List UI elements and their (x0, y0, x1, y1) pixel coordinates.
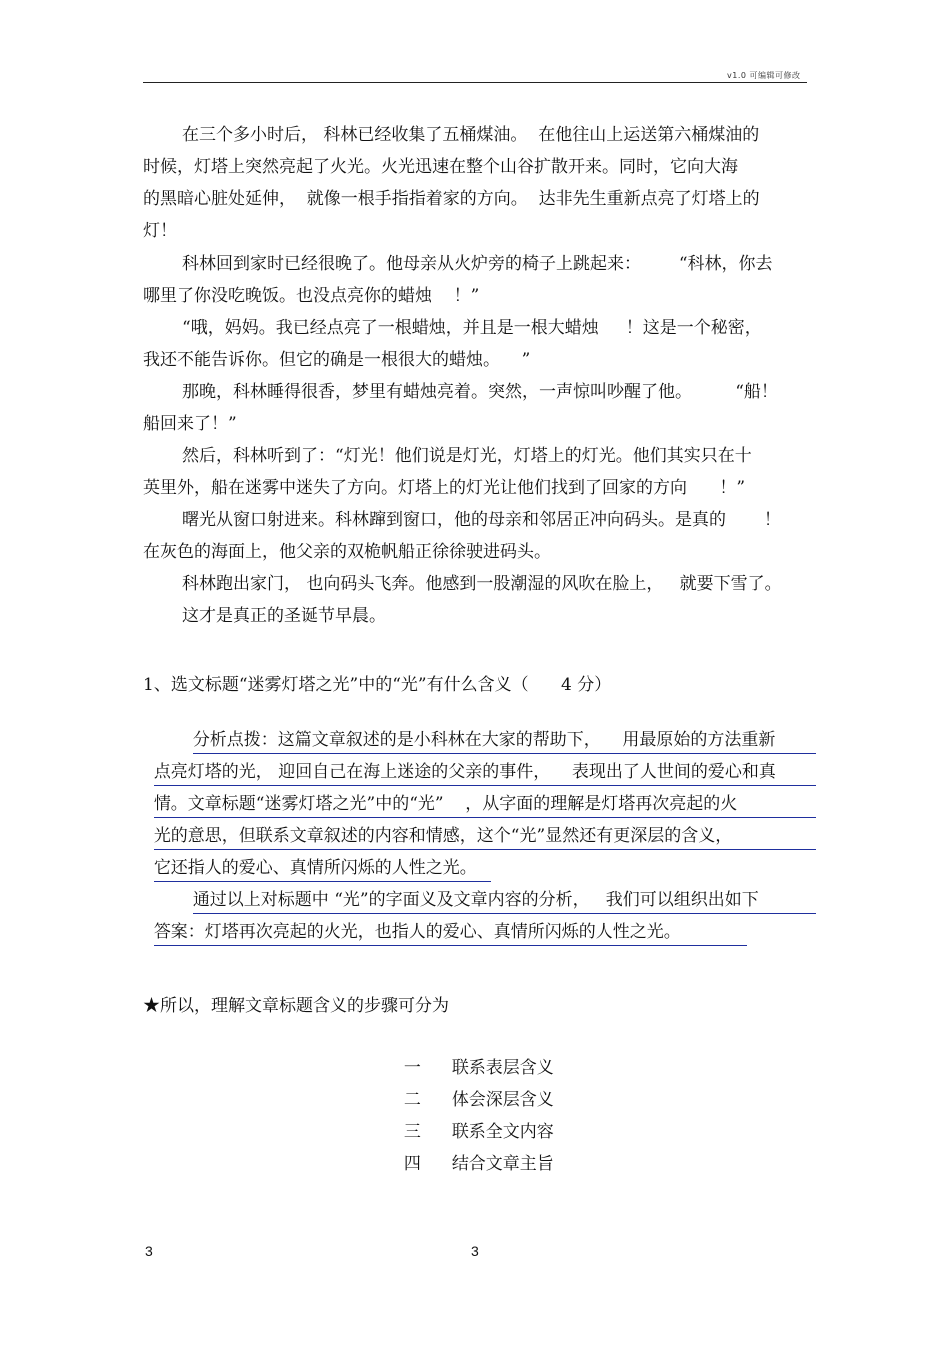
step-text: 联系全文内容 (451, 1122, 554, 1142)
analysis-text: 光的意思，但联系文章叙述的内容和情感，这个“光”显然还有更深层的含义， (154, 825, 816, 850)
story-line: 船回来了！” (143, 414, 237, 434)
analysis-text: 点亮灯塔的光， 迎回自己在海上迷途的父亲的事件， 表现出了人世间的爱心和真 (154, 761, 816, 786)
step-number: 三 (403, 1122, 421, 1142)
story-line: 那晚，科林睡得很香，梦里有蜡烛亮着。突然，一声惊叫吵醒了他。 “船！ (182, 382, 778, 402)
step-item (393, 1131, 554, 1175)
story-line: 然后，科林听到了：“灯光！他们说是灯光，灯塔上的灯光。他们其实只在十 (182, 446, 752, 466)
story-line: 英里外，船在迷雾中迷失了方向。灯塔上的灯光让他们找到了回家的方向 ！” (143, 478, 746, 498)
analysis-text: 分析点拨：这篇文章叙述的是小科林在大家的帮助下， 用最原始的方法重新 (193, 729, 816, 754)
page-number-center: 3 (471, 1243, 479, 1259)
story-line: “哦，妈妈。我已经点亮了一根蜡烛，并且是一根大蜡烛 ！这是一个秘密， (182, 318, 762, 338)
story-line: 曙光从窗口射进来。科林蹿到窗口，他的母亲和邻居正冲向码头。是真的 ！ (182, 510, 781, 530)
step-number: 二 (403, 1090, 421, 1110)
answer-text: 通过以上对标题中 “光”的字面义及文章内容的分析， 我们可以组织出如下 (193, 889, 816, 914)
step-text: 联系表层含义 (451, 1058, 554, 1078)
summary-heading: ★所以，理解文章标题含义的步骤可分为 (143, 996, 449, 1016)
step-number: 一 (403, 1058, 421, 1078)
version-tag: v1.0 可编辑可修改 (727, 71, 801, 80)
story-line: 我还不能告诉你。但它的确是一根很大的蜡烛。 ” (143, 350, 531, 370)
story-line: 哪里了你没吃晚饭。也没点亮你的蜡烛 ！” (143, 286, 480, 306)
analysis-text: 它还指人的爱心、真情所闪烁的人性之光。 (154, 857, 491, 882)
story-line: 科林回到家时已经很晚了。他母亲从火炉旁的椅子上跳起来： “科林，你去 (182, 254, 773, 274)
step-text: 结合文章主旨 (451, 1154, 554, 1174)
header-rule (143, 82, 807, 83)
story-line: 在三个多小时后， 科林已经收集了五桶煤油。 在他往山上运送第六桶煤油的 (182, 125, 760, 145)
step-text: 体会深层含义 (451, 1090, 554, 1110)
answer-line (143, 899, 747, 946)
page-number-left: 3 (145, 1243, 153, 1259)
story-line: 灯！ (143, 221, 177, 241)
answer-text: 答案：灯塔再次亮起的火光，也指人的爱心、真情所闪烁的人性之光。 (154, 921, 747, 946)
question-text: 1、选文标题“迷雾灯塔之光”中的“光”有什么含义（ 4 分） (143, 675, 612, 695)
story-line: 的黑暗心脏处延伸， 就像一根手指指着家的方向。 达非先生重新点亮了灯塔上的 (143, 189, 760, 209)
story-line: 时候，灯塔上突然亮起了火光。火光迅速在整个山谷扩散开来。同时，它向大海 (143, 157, 738, 177)
analysis-text: 情。文章标题“迷雾灯塔之光”中的“光” ，从字面的理解是灯塔再次亮起的火 (154, 793, 816, 818)
story-line: 在灰色的海面上，他父亲的双桅帆船正徐徐驶进码头。 (143, 542, 551, 562)
step-number: 四 (403, 1154, 421, 1174)
story-line: 这才是真正的圣诞节早晨。 (182, 606, 386, 626)
story-line: 科林跑出家门， 也向码头飞奔。他感到一股潮湿的风吹在脸上， 就要下雪了。 (182, 574, 782, 594)
